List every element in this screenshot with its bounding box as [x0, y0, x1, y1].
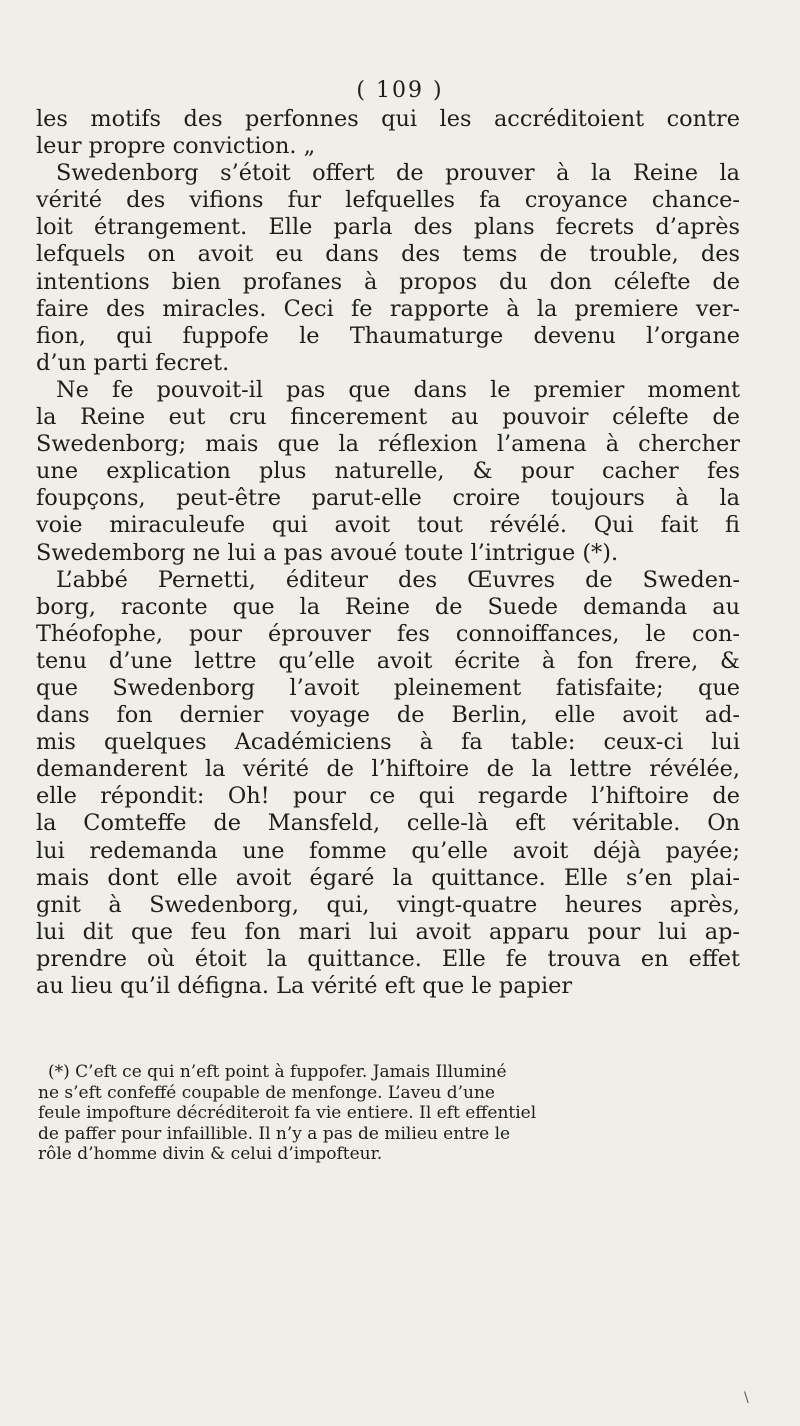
text-line: Swedemborg ne lui a pas avoué toute l’intrigue (*). — [36, 539, 619, 566]
footnote — [38, 1062, 738, 1165]
text-line: dans fon dernier voyage de Berlin, elle avoit ad- — [36, 702, 740, 729]
main-text — [36, 106, 740, 1000]
text-line: Ne fe pouvoit-il pas que dans le premier moment — [56, 376, 740, 403]
text-line: mis quelques Académiciens à fa table: ceux-ci lui — [36, 729, 740, 756]
text-line: prendre où étoit la quittance. Elle fe trouva en effet — [36, 945, 740, 972]
text-line: borg, raconte que la Reine de Suede demanda au — [36, 593, 740, 620]
footnote-line: (*) C’eft ce qui n’eft point à fuppofer. Jamais Illuminé — [48, 1062, 507, 1082]
text-line: mais dont elle avoit égaré la quittance. Elle s’en plai- — [36, 864, 740, 891]
text-line: vérité des vifions fur lefquelles fa croyance chance- — [36, 187, 740, 214]
margin-mark: \ — [744, 1390, 749, 1406]
footnote-line: ne s’eft confeffé coupable de menfonge. L’aveu d’une — [38, 1082, 495, 1103]
text-line: loit étrangement. Elle parla des plans fecrets d’après — [36, 214, 740, 241]
text-line: faire des miracles. Ceci fe rapporte à la premiere ver- — [36, 295, 740, 322]
text-line: lefquels on avoit eu dans des tems de trouble, des — [36, 241, 740, 268]
text-line: les motifs des perfonnes qui les accréditoient contre — [36, 106, 740, 132]
text-line: que Swedenborg l’avoit pleinement fatisfaite; que — [36, 674, 740, 701]
page-number: ( 109 ) — [356, 78, 444, 103]
text-line: fion, qui fuppofe le Thaumaturge devenu l’organe — [36, 322, 740, 349]
text-line: tenu d’une lettre qu’elle avoit écrite à fon frere, & — [36, 647, 740, 674]
footnote-line: rôle d’homme divin & celui d’impofteur. — [38, 1144, 383, 1165]
text-line: la Comteffe de Mansfeld, celle-là eft véritable. On — [36, 810, 740, 837]
text-line: gnit à Swedenborg, qui, vingt-quatre heures après, — [36, 891, 740, 918]
text-line: une explication plus naturelle, & pour cacher fes — [36, 458, 740, 485]
text-line: Théofophe, pour éprouver fes connoiffances, le con- — [36, 620, 740, 647]
text-line: lui redemanda une fomme qu’elle avoit déjà payée; — [36, 837, 740, 864]
text-line: Swedenborg s’étoit offert de prouver à la Reine la — [56, 160, 740, 187]
text-line: demanderent la vérité de l’hiftoire de la lettre révélée, — [36, 756, 740, 783]
text-line: intentions bien profanes à propos du don célefte de — [36, 268, 740, 295]
text-line: L’abbé Pernetti, éditeur des Œuvres de Sweden- — [56, 566, 740, 593]
text-line: elle répondit: Oh! pour ce qui regarde l’hiftoire de — [36, 783, 740, 810]
footnote-line: feule impofture décréditeroit fa vie entiere. Il eft effentiel — [38, 1103, 537, 1124]
text-line: Swedenborg; mais que la réflexion l’amena à chercher — [36, 431, 740, 458]
text-line: voie miraculeufe qui avoit tout révélé. Qui fait fi — [36, 512, 740, 539]
text-line: foupçons, peut-être parut-elle croire toujours à la — [36, 485, 740, 512]
text-line: la Reine eut cru fincerement au pouvoir célefte de — [36, 404, 740, 431]
text-line: leur propre conviction. „ — [36, 133, 316, 160]
footnote-line: de paffer pour infaillible. Il n’y a pas de milieu entre le — [38, 1123, 511, 1144]
text-line: lui dit que feu fon mari lui avoit apparu pour lui ap- — [36, 918, 740, 945]
text-line: d’un parti fecret. — [36, 349, 230, 376]
text-line: au lieu qu’il défigna. La vérité eft que le papier — [36, 973, 573, 999]
